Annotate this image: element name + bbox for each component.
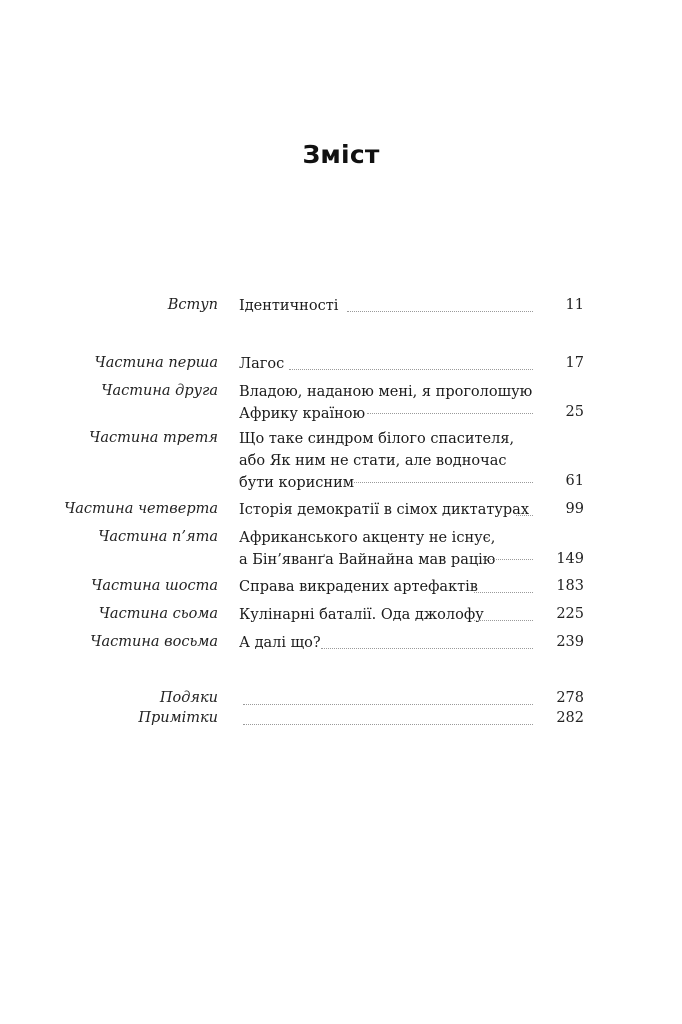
leader-dots	[289, 369, 533, 370]
entry-title: Справа викрадених артефактів	[239, 579, 478, 595]
page-number: 11	[565, 297, 584, 313]
entry-label: Вступ	[167, 297, 218, 313]
page-number: 61	[565, 473, 584, 489]
entry-label: Частина третя	[89, 430, 218, 446]
entry-label: Частина сьома	[98, 606, 218, 622]
page-number: 282	[556, 710, 584, 726]
entry-title-line: бути корисним	[239, 475, 355, 491]
leader-dots	[354, 482, 533, 483]
entry-title-line: Владою, наданою мені, я проголошую	[239, 384, 533, 400]
entry-title: Кулінарні баталії. Ода джолофу	[239, 607, 484, 623]
entry-label: Частина п’ята	[98, 529, 218, 545]
page-number: 149	[556, 551, 584, 567]
page-number: 25	[565, 404, 584, 420]
entry-title: А далі що?	[239, 635, 321, 651]
entry-title-line: або Як ним не стати, але водночас	[239, 453, 507, 469]
leader-dots	[474, 620, 533, 621]
page-number: 278	[556, 690, 584, 706]
page-number: 17	[565, 355, 584, 371]
page-number: 239	[556, 634, 584, 650]
leader-dots	[347, 311, 533, 312]
entry-label: Частина перша	[94, 355, 218, 371]
entry-label: Частина друга	[101, 383, 218, 399]
entry-label: Подяки	[159, 690, 218, 706]
entry-label: Частина четверта	[64, 501, 218, 517]
entry-title-line: Що таке синдром білого спасителя,	[239, 431, 515, 447]
entry-label: Частина шоста	[91, 578, 218, 594]
leader-dots	[243, 724, 533, 725]
entry-label: Частина восьма	[90, 634, 218, 650]
page-title: Зміст	[302, 140, 380, 169]
entry-title-line: Африканського акценту не існує,	[239, 530, 496, 546]
entry-title-line: а Бін’яванґа Вайнайна мав рацію	[239, 552, 496, 568]
leader-dots	[321, 648, 533, 649]
entry-title: Лагос	[239, 356, 285, 372]
entry-title: Ідентичності	[239, 298, 339, 314]
page-number: 225	[556, 606, 584, 622]
leader-dots	[367, 413, 533, 414]
entry-title: Історія демократії в сімох диктатурах	[239, 502, 529, 518]
leader-dots	[474, 592, 533, 593]
leader-dots	[243, 704, 533, 705]
leader-dots	[516, 515, 533, 516]
entry-label: Примітки	[138, 710, 218, 726]
leader-dots	[483, 559, 533, 560]
page-number: 183	[556, 578, 584, 594]
entry-title-line: Африку країною	[239, 406, 366, 422]
page-number: 99	[565, 501, 584, 517]
